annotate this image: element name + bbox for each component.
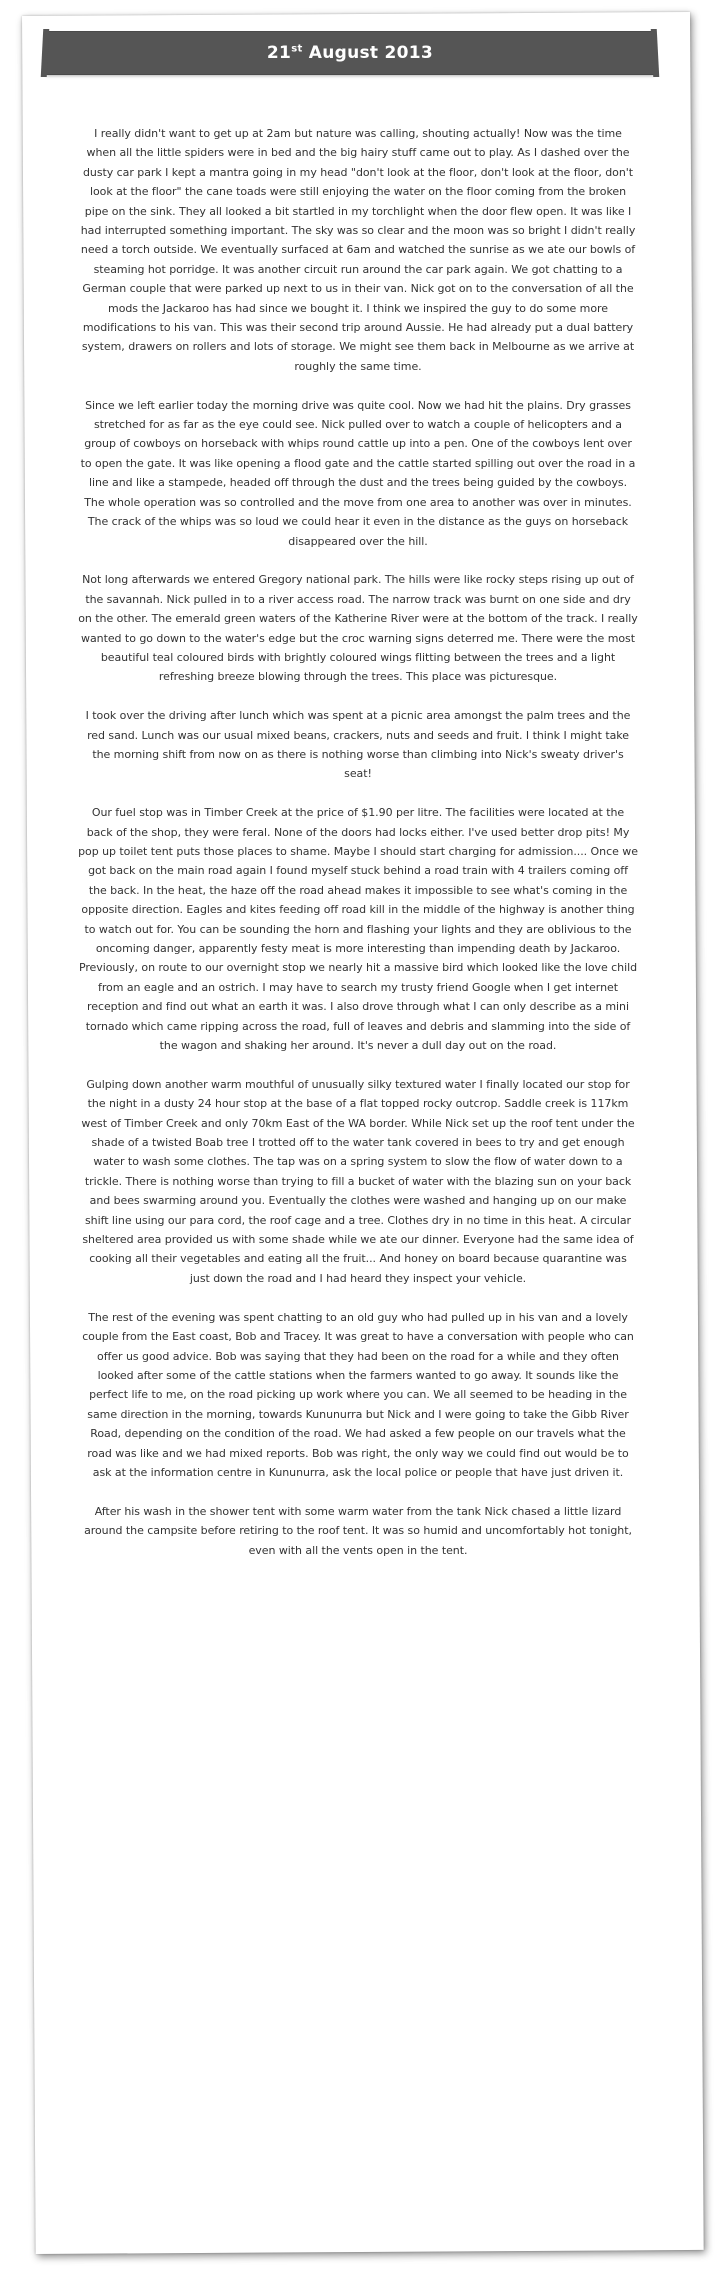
title-day: 21 (266, 43, 292, 63)
title-month-year: August 2013 (302, 43, 434, 63)
paragraph: Since we left earlier today the morning drive was quite cool. Now we had hit the plains. Dry grasses stretched for as far as the eye could see. Nick pulled over to watch a couple of helicopters and a group of cowboys on horseback with whips round cattle up into a pen. One of the cowboys lent over to open the gate. It was like opening a flood gate and the cattle started spilling out over the road in a line and like a stampede, headed off through the dust and the trees being guided by the cowboys. The whole operation was so controlled and the move from one area to another was over in minutes. The crack of the whips was so loud we could hear it even in the distance as the guys on horseback disappeared over the hill. (80, 398, 636, 548)
paragraph: Not long afterwards we entered Gregory national park. The hills were like rocky steps rising up out of the savannah. Nick pulled in to a river access road. The narrow track was burnt on one side and dry on the other. The emerald green waters of the Katherine River were at the bottom of the track. I really wanted to go down to the water's edge but the croc warning signs deterred me. There were the most beautiful teal coloured birds with brightly coloured wings flitting between the trees and a light refreshing breeze blowing through the trees. This place was picturesque. (78, 573, 638, 684)
paragraph: The rest of the evening was spent chatting to an old guy who had pulled up in his van and a lovely couple from the East coast, Bob and Tracey. It was great to have a conversation with people who can offer us good advice. Bob was saying that they had been on the road for a while and they often looked after some of the cattle stations when the farmers wanted to go away. It sounds like the perfect life to me, on the road picking up work where you can. We all seemed to be heading in the same direction in the morning, towards Kununurra but Nick and I were going to take the Gibb River Road, depending on the condition of the road. We had asked a few people on our travels what the road was like and we had mixed reports. Bob was right, the only way we could find out would be to ask at the information centre in Kununurra, ask the local police or people that have just driven it. (82, 1310, 634, 1479)
paragraph: After his wash in the shower tent with some warm water from the tank Nick chased a little lizard around the campsite before retiring to the roof tent. It was so humid and uncomfortably hot tonight, even with all the vents open in the tent. (84, 1504, 632, 1557)
title-day-suffix: st (291, 43, 303, 55)
journal-body (78, 124, 638, 1579)
paragraph: Our fuel stop was in Timber Creek at the price of $1.90 per litre. The facilities were located at the back of the shop, they were feral. None of the doors had locks either. I've used better drop pits! My pop up toilet tent puts those places to shame. Maybe I should start charging for admission.... Once we got back on the main road again I found myself stuck behind a road train with 4 trailers coming off the back. In the heat, the haze off the road ahead makes it impossible to see what's coming in the opposite direction. Eagles and kites feeding off road kill in the middle of the highway is another thing to watch out for. You can be sounding the horn and flashing your lights and they are oblivious to the oncoming danger, apparently festy meat is more interesting than impending death by Jackaroo. Previously, on route to our overnight stop we nearly hit a massive bird which looked like the love child from an eagle and an ostrich. I may have to search my trusty friend Google when I get internet reception and find out what an earth it was. I also drove through what I can only describe as a mini tornado which came ripping across the road, full of leaves and debris and slamming into the side of the wagon and shaking her around. It's never a dull day out on the road. (78, 806, 638, 1053)
paragraph: I took over the driving after lunch which was spent at a picnic area amongst the palm trees and the red sand. Lunch was our usual mixed beans, crackers, nuts and seeds and fruit. I think I might take the morning shift from now on as there is nothing worse than climbing into Nick's sweaty driver's seat! (85, 709, 631, 781)
date-title-banner (46, 32, 654, 74)
paragraph: I really didn't want to get up at 2am but nature was calling, shouting actually! Now was the time when all the little spiders were in bed and the big hairy stuff came out to play. As I dashed over the dusty car park I kept a mantra going in my head "don't look at the floor, don't look at the floor, don't look at the floor" the cane toads were still enjoying the water on the floor coming from the broken pipe on the sink. They all looked a bit startled in my torchlight when the door flew open. It was like I had interrupted something important. The sky was so clear and the moon was so bright I didn't really need a torch outside. We eventually surfaced at 6am and watched the sunrise as we ate our bowls of steaming hot porridge. It was another circuit run around the car park again. We got chatting to a German couple that were parked up next to us in their van. Nick got on to the conversation of all the mods the Jackaroo has had since we bought it. I think we inspired the guy to do some more modifications to his van. This was their second trip around Aussie. He had already put a dual battery system, drawers on rollers and lots of storage. We might see them back in Melbourne as we arrive at roughly the same time. (80, 127, 636, 373)
paragraph: Gulping down another warm mouthful of unusually silky textured water I finally located our stop for the night in a dusty 24 hour stop at the base of a flat topped rocky outcrop. Saddle creek is 117km west of Timber Creek and only 70km East of the WA border. While Nick set up the roof tent under the shade of a twisted Boab tree I trotted off to the water tank covered in bees to try and get enough water to wash some clothes. The tap was on a spring system to slow the flow of water down to a trickle. There is nothing worse than trying to fill a bucket of water with the blazing sun on your back and bees swarming around you. Eventually the clothes were washed and hanging up on our make shift line using our para cord, the roof cage and a tree. Clothes dry in no time in this heat. A circular sheltered area provided us with some shade while we ate our dinner. Everyone had the same idea of cooking all their vegetables and eating all the fruit... And honey on board because quarantine was just down the road and I had heard they inspect your vehicle. (81, 1077, 635, 1285)
